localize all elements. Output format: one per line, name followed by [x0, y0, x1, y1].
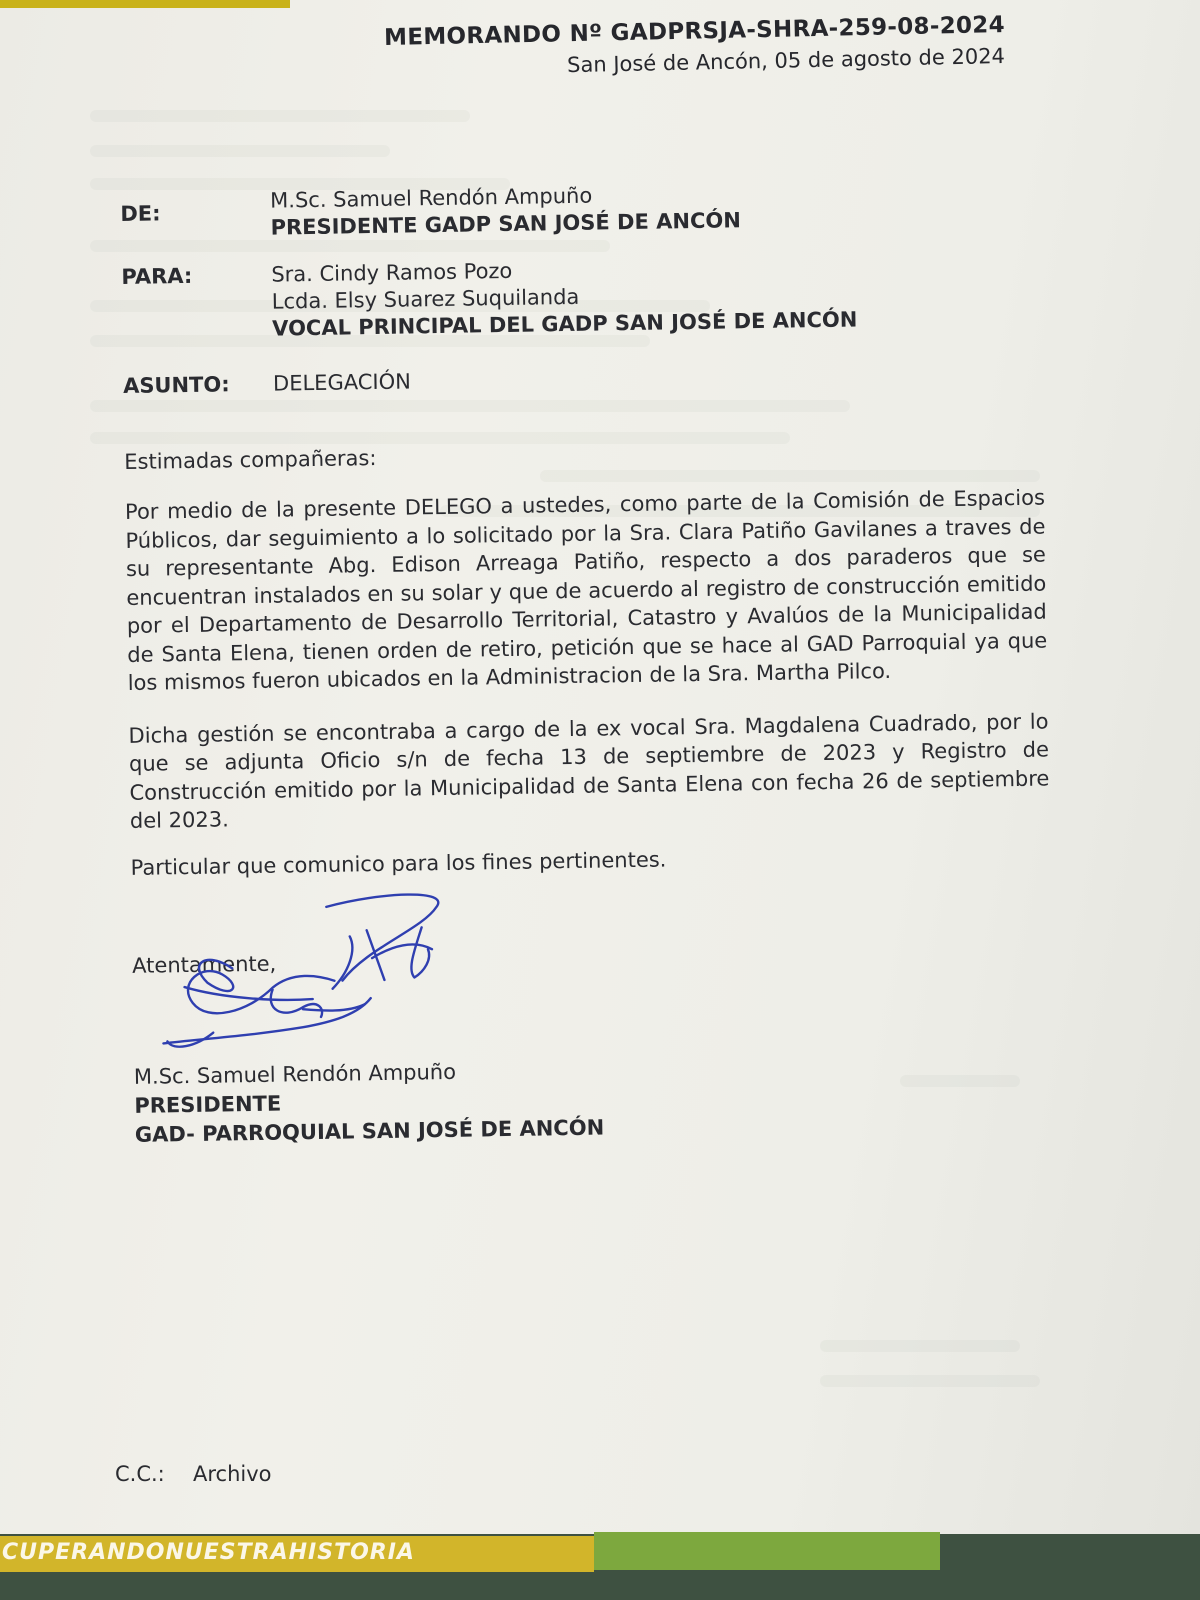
from-label: DE:: [120, 201, 161, 226]
signer-organization: GAD- PARROQUIAL SAN JOSÉ DE ANCÓN: [134, 1115, 605, 1147]
memo-content: [120, 176, 1055, 1150]
to-title: VOCAL PRINCIPAL DEL GADP SAN JOSÉ DE ANCÓN: [272, 307, 858, 341]
to-name: Lcda. Elsy Suarez Suquilanda: [271, 284, 580, 314]
signer-name: M.Sc. Samuel Rendón Ampuño: [133, 1059, 457, 1089]
copy-to-value: Archivo: [193, 1462, 272, 1486]
farewell: Atentamente,: [131, 951, 277, 978]
salutation: Estimadas compañeras:: [124, 446, 377, 474]
from-value: [270, 180, 741, 241]
signature-block: [132, 937, 1055, 1149]
memo-number: MEMORANDO Nº GADPRSJA-SHRA-259-08-2024: [383, 12, 1006, 52]
footer-green-stripe: [594, 1532, 940, 1570]
footer-slogan: CUPERANDONUESTRAHISTORIA: [2, 1540, 415, 1565]
copy-to-label: C.C.:: [115, 1462, 165, 1486]
body-paragraph: Por medio de la presente DELEGO a ustedes, como parte de la Comisión de Espacios Públicos, dar seguimiento a lo solicitado por la Sra. Clara Patiño Gavilanes a traves de su representante Abg. Edison Arreaga Patiño, respecto a dos paraderos que se encuentran instalados en su solar y que de acuerdo al registro de construcción emitido por el Departamento de Desarrollo Territorial, Catastro y Avalúos de la Municipalidad de Santa Elena, tienen orden de retiro, petición que se hace al GAD Parroquial ya que los mismos fueron ubicados en la Administracion de la Sra. Martha Pilco.: [124, 485, 1048, 695]
top-edge-stripe: [0, 0, 290, 8]
signer-role: PRESIDENTE: [134, 1091, 282, 1118]
footer-yellow-stripe: [0, 1536, 594, 1572]
from-field: [120, 176, 1041, 244]
to-value: [271, 252, 857, 342]
handwritten-signature: [151, 886, 454, 1071]
copy-to: [115, 1462, 272, 1486]
from-name: M.Sc. Samuel Rendón Ampuño: [269, 183, 593, 213]
subject-label: ASUNTO:: [122, 372, 230, 398]
subject-field: [123, 359, 1043, 400]
to-label: PARA:: [121, 263, 193, 289]
to-field: [121, 250, 1042, 345]
memo-place-date: San José de Ancón, 05 de agosto de 2024: [566, 44, 1006, 78]
body-paragraph: Dicha gestión se encontraba a cargo de la ex vocal Sra. Magdalena Cuadrado, por lo que se adjunta Oficio s/n de fecha 13 de septiembre de 2023 y Registro de Construcción emitido por la Municipalidad de Santa Elena con fecha 26 de septiembre del 2023.: [128, 708, 1050, 833]
subject-value: DELEGACIÓN: [272, 369, 412, 396]
memo-header: [383, 12, 1006, 78]
to-name: Sra. Cindy Ramos Pozo: [271, 258, 513, 287]
closing-line: Particular que comunico para los fines pertinentes.: [130, 847, 667, 880]
from-title: PRESIDENTE GADP SAN JOSÉ DE ANCÓN: [270, 208, 742, 240]
